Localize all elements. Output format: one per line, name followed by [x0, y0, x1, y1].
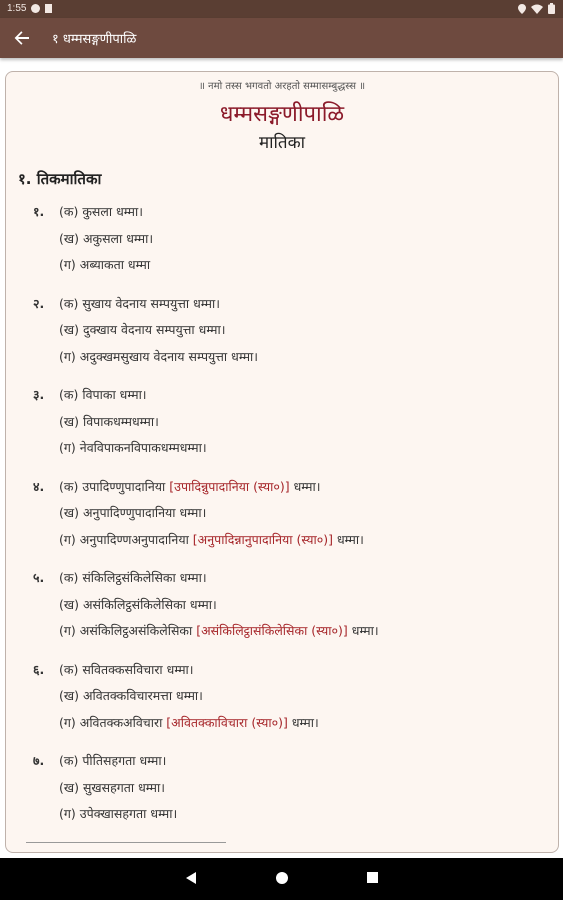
line-text: (क) संकिलिट्ठसंकिलेसिका धम्मा। — [59, 570, 207, 585]
wifi-icon — [531, 4, 543, 14]
group-number: २. — [33, 295, 45, 311]
matika-line — [6, 801, 558, 828]
book-subtitle: मातिका — [258, 133, 306, 153]
battery-icon — [548, 3, 555, 14]
nav-back-icon[interactable] — [186, 872, 196, 884]
group-number: ६. — [33, 661, 45, 677]
line-text: (ग) अदुक्खमसुखाय वेदनाय सम्पयुत्ता धम्मा। — [59, 348, 259, 364]
line-text: (ग) अनुपादिण्णअनुपादानिया — [59, 531, 193, 547]
line-text-end: धम्मा। — [289, 478, 321, 494]
matika-line — [6, 500, 558, 527]
matika-group — [6, 748, 558, 828]
matika-line — [6, 317, 558, 344]
app-bar — [0, 18, 563, 58]
navigation-bar — [0, 858, 563, 900]
matika-line — [6, 775, 558, 802]
matika-line — [6, 710, 558, 737]
content-card[interactable] — [5, 71, 559, 853]
nav-home-icon[interactable] — [276, 872, 288, 884]
variant-reading: [उपादिन्नुपादानिया (स्या०)] — [169, 478, 290, 494]
line-text: (क) सुखाय वेदनाय सम्पयुत्ता धम्मा। — [59, 295, 220, 311]
matika-line — [6, 382, 558, 409]
matika-group — [6, 474, 558, 554]
cut-off-text — [26, 842, 226, 846]
matika-line — [6, 748, 558, 775]
matika-line — [6, 618, 558, 645]
line-text: (क) कुसला धम्मा। — [59, 204, 143, 219]
line-text: (ग) असंकिलिट्ठअसंकिलेसिका — [59, 623, 197, 638]
line-text: (ख) अकुसला धम्मा। — [59, 230, 154, 246]
line-text: (ख) अनुपादिण्णुपादानिया धम्मा। — [59, 505, 207, 520]
matika-line — [6, 199, 558, 226]
variant-reading: [अवितक्काविचारा (स्या०)] — [166, 714, 288, 730]
sd-card-icon — [45, 4, 52, 13]
variant-reading: [अनुपादिन्नानुपादानिया (स्या०)] — [192, 531, 333, 547]
nav-recents-icon[interactable] — [367, 872, 378, 883]
matika-line — [6, 565, 558, 592]
line-text-end: धम्मा। — [347, 623, 379, 638]
matika-line — [6, 435, 558, 462]
group-number: ३. — [33, 387, 45, 402]
location-icon — [518, 4, 526, 14]
invocation-line: ॥ नमो तस्स भगवतो अरहतो सम्मासम्बुद्धस्स ॥ — [198, 81, 366, 92]
matika-line — [6, 592, 558, 619]
matika-group-partial — [6, 840, 558, 854]
group-number: ७. — [33, 753, 45, 768]
line-text: (ग) अवितक्कअविचारा — [59, 714, 167, 730]
matika-line — [6, 683, 558, 710]
line-text-end: धम्मा। — [287, 714, 319, 730]
matika-group — [6, 199, 558, 279]
line-text: (ख) अवितक्कविचारमत्ता धम्मा। — [59, 688, 203, 703]
matika-line-cut — [6, 840, 558, 854]
line-text: (ख) असंकिलिट्ठसंकिलेसिका धम्मा। — [59, 596, 217, 612]
line-text: (क) विपाका धम्मा। — [59, 387, 147, 402]
notification-icon — [31, 4, 40, 13]
matika-group — [6, 657, 558, 737]
matika-line — [6, 291, 558, 318]
section-title: १. तिकमातिका — [18, 170, 102, 188]
line-text: (क) उपादिण्णुपादानिया — [59, 478, 170, 494]
matika-list — [6, 199, 558, 853]
arrow-back-icon — [14, 30, 30, 46]
status-time: 1:55 — [7, 3, 27, 14]
line-text: (ग) अब्याकता धम्मा — [59, 257, 151, 272]
group-number: १. — [33, 204, 45, 219]
line-text: (ख) सुखसहगता धम्मा। — [59, 779, 165, 795]
status-bar — [0, 0, 563, 18]
line-text: (क) पीतिसहगता धम्मा। — [59, 753, 167, 768]
line-text: (ग) उपेक्खासहगता धम्मा। — [59, 806, 178, 821]
matika-group — [6, 382, 558, 462]
back-button[interactable] — [8, 24, 36, 52]
matika-line — [6, 252, 558, 279]
variant-reading: [असंकिलिट्ठासंकिलेसिका (स्या०)] — [196, 623, 348, 638]
line-text-end: धम्मा। — [333, 531, 364, 547]
matika-line — [6, 474, 558, 501]
matika-line — [6, 344, 558, 371]
matika-line — [6, 527, 558, 554]
group-number: ५. — [33, 570, 45, 585]
book-title: धम्मसङ्गणीपाळि — [219, 102, 345, 127]
matika-group — [6, 291, 558, 371]
line-text: (क) सवितक्कसविचारा धम्मा। — [59, 661, 194, 677]
matika-group — [6, 565, 558, 645]
matika-line — [6, 657, 558, 684]
app-title: १ धम्मसङ्गणीपाळि — [52, 32, 137, 47]
group-number: ४. — [33, 478, 45, 494]
line-text: (ग) नेवविपाकनविपाकधम्मधम्मा। — [59, 440, 207, 455]
matika-line — [6, 409, 558, 436]
matika-line — [6, 226, 558, 253]
line-text: (ख) दुक्खाय वेदनाय सम्पयुत्ता धम्मा। — [59, 322, 226, 337]
line-text: (ख) विपाकधम्मधम्मा। — [59, 413, 159, 429]
